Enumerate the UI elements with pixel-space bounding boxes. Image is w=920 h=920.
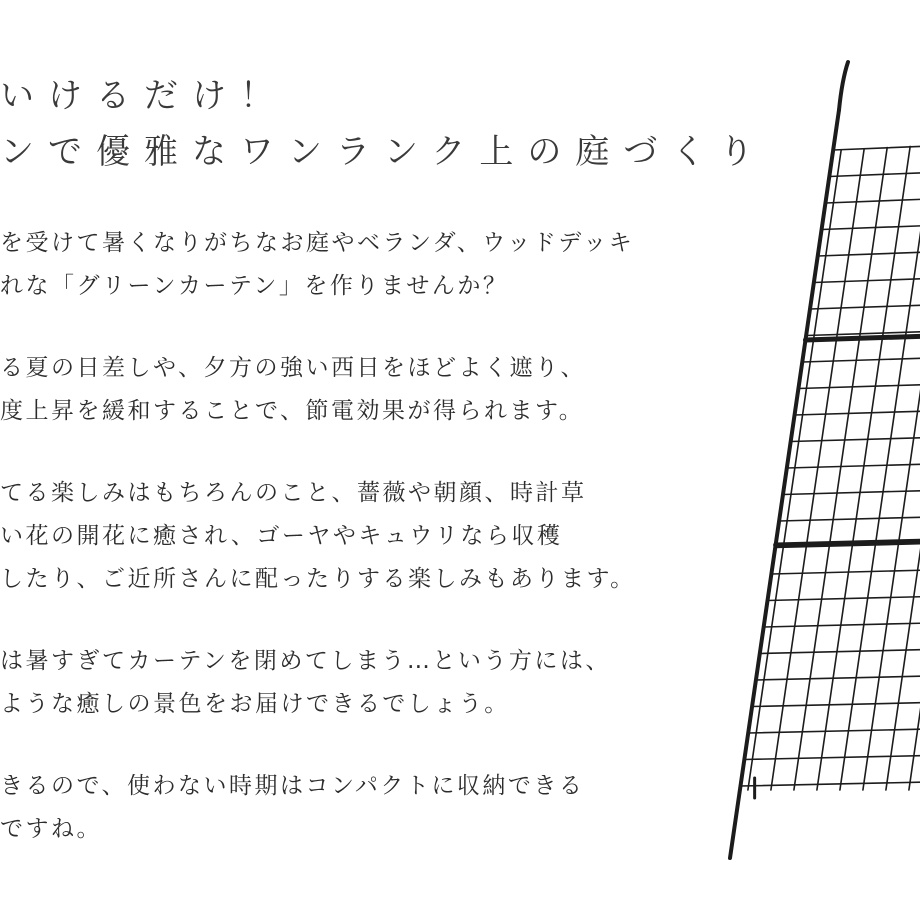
body-line: ような癒しの景色をお届けできるでしょう。: [0, 691, 510, 717]
paragraph-3: [0, 472, 760, 601]
wire-mesh-trellis-panel-image: [700, 50, 920, 880]
mesh-horizontal-wire: [744, 756, 920, 760]
paragraph-5: [0, 765, 760, 851]
mesh-horizontal-wire: [825, 199, 920, 203]
mesh-horizontal-wire: [771, 570, 920, 574]
mesh-vertical-wire: [794, 148, 887, 790]
paragraph-4: [0, 640, 760, 726]
body-line: ですね。: [0, 816, 102, 842]
body-line: い花の開花に癒され、ゴーヤやキュウリなら収穫: [0, 523, 563, 549]
mesh-horizontal-wire: [779, 517, 920, 521]
mesh-vertical-wire: [840, 145, 920, 790]
mesh-horizontal-wire: [783, 491, 920, 495]
trellis-frame: [730, 62, 920, 858]
mesh-horizontal-wire: [798, 385, 920, 389]
mesh-horizontal-wire: [752, 703, 920, 707]
description-text: [0, 222, 760, 890]
body-line: 度上昇を緩和することで、節電効果が得られます。: [0, 398, 585, 424]
paragraph-1: [0, 222, 760, 308]
body-line: は暑すぎてカーテンを閉めてしまう…という方には、: [0, 648, 611, 674]
headline: [0, 68, 768, 180]
body-line: れな「グリーンカーテン」を作りませんか？: [0, 273, 509, 299]
mesh-vertical-wire: [886, 143, 920, 790]
mesh-horizontal-wire: [760, 650, 920, 654]
mesh-horizontal-wire: [756, 676, 920, 680]
mesh-vertical-wire: [909, 142, 920, 790]
mesh-vertical-wire: [817, 146, 910, 790]
body-line: てる楽しみはもちろんのこと、薔薇や朝顔、時計草: [0, 480, 587, 506]
mesh-horizontal-wire: [822, 226, 920, 230]
mesh-horizontal-wire: [795, 411, 920, 415]
body-line: きるので、使わない時期はコンパクトに収納できる: [0, 773, 585, 799]
mesh-horizontal-wire: [740, 782, 920, 786]
trellis-pole-tip: [839, 62, 848, 110]
mesh-horizontal-wire: [833, 146, 920, 150]
mesh-horizontal-wire: [791, 438, 920, 442]
headline-line-2: ンで優雅なワンランク上の庭づくり: [0, 132, 768, 172]
mesh-horizontal-wire: [764, 623, 920, 627]
body-line: る夏の日差しや、夕方の強い西日をほどよく遮り、: [0, 355, 587, 381]
paragraph-2: [0, 347, 760, 433]
mesh-horizontal-wire: [787, 464, 920, 468]
mesh-horizontal-wire: [818, 252, 920, 256]
mesh-vertical-wire: [748, 150, 841, 790]
mesh-vertical-wire: [863, 144, 920, 790]
headline-line-1: いけるだけ！: [0, 76, 288, 116]
body-line: を受けて暑くなりがちなお庭やベランダ、ウッドデッキ: [0, 230, 635, 256]
body-line: したり、ご近所さんに配ったりする楽しみもあります。: [0, 566, 636, 592]
mesh-frame-rail: [805, 336, 920, 340]
